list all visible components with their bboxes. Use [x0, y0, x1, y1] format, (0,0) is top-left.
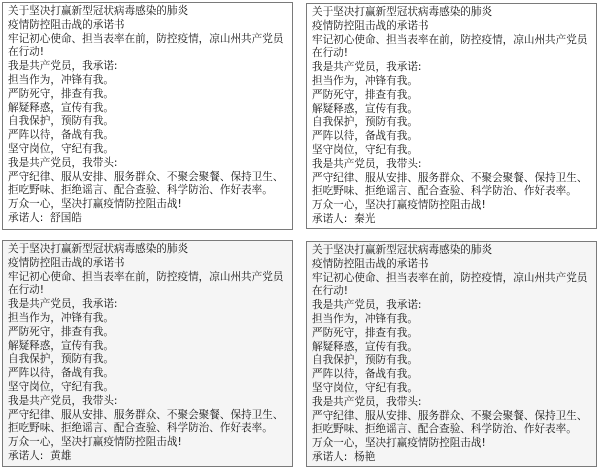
closing-text: 万众一心，坚决打赢疫情防控阻击战!	[312, 437, 486, 450]
pledge-item: 解疑释惑，宣传有我。	[8, 339, 114, 352]
intro-text: 牢记初心使命、担当表率在前，防控疫情，凉山州共产党员在行动!	[312, 33, 588, 60]
lead-text: 严守纪律、服从安排、服务群众、不聚会聚餐、保持卫生、拒吃野味、拒绝谣言、配合查验、科学防治、作好表率。	[8, 170, 284, 197]
pledge-item: 担当作为，冲锋有我。	[312, 312, 418, 325]
pledge-heading: 我是共产党员，我承诺:	[312, 299, 422, 312]
pledge-card-1	[2, 2, 293, 230]
pledge-item: 担当作为，冲锋有我。	[312, 74, 418, 87]
title-line-2: 疫情防控阻击战的承诺书	[312, 257, 429, 270]
signer-label: 承诺人:	[8, 211, 44, 224]
pledge-item: 解疑释惑，宣传有我。	[312, 340, 418, 353]
pledge-item: 严阵以待，备战有我。	[8, 129, 114, 142]
signer-name: 杨艳	[354, 450, 376, 463]
pledge-item: 自我保护，预防有我。	[8, 353, 114, 366]
pledge-item: 严防死守，排查有我。	[8, 87, 114, 100]
signer-line	[8, 212, 288, 226]
lead-heading: 我是共产党员，我带头:	[8, 156, 118, 169]
pledge-card-4	[306, 241, 597, 467]
closing-text: 万众一心，坚决打赢疫情防控阻击战!	[312, 199, 486, 212]
title-line-2: 疫情防控阻击战的承诺书	[312, 19, 429, 32]
title-line-1: 关于坚决打赢新型冠状病毒感染的肺炎	[312, 244, 493, 256]
signer-name: 舒国皓	[50, 211, 82, 224]
pledge-item: 坚守岗位，守纪有我。	[8, 142, 114, 155]
lead-heading: 我是共产党员，我带头:	[8, 394, 118, 407]
closing-text: 万众一心，坚决打赢疫情防控阻击战!	[8, 436, 182, 449]
signer-label: 承诺人:	[8, 449, 44, 462]
pledge-item: 解疑释惑，宣传有我。	[312, 102, 418, 115]
pledge-item: 严防死守，排查有我。	[312, 326, 418, 339]
pledge-item: 担当作为，冲锋有我。	[8, 311, 114, 324]
pledge-heading: 我是共产党员，我承诺:	[8, 60, 118, 73]
lead-heading: 我是共产党员，我带头:	[312, 395, 422, 408]
title-line-1: 关于坚决打赢新型冠状病毒感染的肺炎	[8, 5, 189, 17]
pledge-item: 严防死守，排查有我。	[312, 88, 418, 101]
signer-name: 秦光	[354, 212, 376, 225]
pledge-card-2	[306, 3, 597, 229]
pledge-item: 自我保护，预防有我。	[312, 116, 418, 129]
title-line-1: 关于坚决打赢新型冠状病毒感染的肺炎	[8, 243, 189, 255]
lead-text: 严守纪律、服从安排、服务群众、不聚会聚餐、保持卫生、拒吃野味、拒绝谣言、配合查验、科学防治、作好表率。	[8, 408, 284, 435]
title-line-2: 疫情防控阻击战的承诺书	[8, 18, 125, 31]
pledge-item: 严防死守，排查有我。	[8, 325, 114, 338]
closing-text: 万众一心，坚决打赢疫情防控阻击战!	[8, 198, 182, 211]
signer-label: 承诺人:	[312, 450, 348, 463]
signer-line	[312, 213, 592, 227]
pledge-item: 解疑释惑，宣传有我。	[8, 101, 114, 114]
signer-label: 承诺人:	[312, 212, 348, 225]
pledge-item: 严阵以待，备战有我。	[8, 367, 114, 380]
pledge-item: 严阵以待，备战有我。	[312, 130, 418, 143]
lead-heading: 我是共产党员，我带头:	[312, 157, 422, 170]
signer-line	[312, 451, 592, 465]
pledge-card-3	[2, 240, 293, 467]
lead-text: 严守纪律、服从安排、服务群众、不聚会聚餐、保持卫生、拒吃野味、拒绝谣言、配合查验、科学防治、作好表率。	[312, 171, 588, 198]
pledge-heading: 我是共产党员，我承诺:	[312, 61, 422, 74]
signer-line	[8, 450, 288, 464]
title-line-1: 关于坚决打赢新型冠状病毒感染的肺炎	[312, 6, 493, 18]
pledge-item: 自我保护，预防有我。	[312, 354, 418, 367]
pledge-item: 坚守岗位，守纪有我。	[8, 380, 114, 393]
intro-text: 牢记初心使命、担当表率在前，防控疫情，凉山州共产党员在行动!	[8, 270, 284, 297]
pledge-item: 坚守岗位，守纪有我。	[312, 143, 418, 156]
pledge-item: 坚守岗位，守纪有我。	[312, 381, 418, 394]
intro-text: 牢记初心使命、担当表率在前，防控疫情，凉山州共产党员在行动!	[8, 32, 284, 59]
signer-name: 黄雄	[50, 449, 72, 462]
intro-text: 牢记初心使命、担当表率在前，防控疫情，凉山州共产党员在行动!	[312, 271, 588, 298]
pledge-item: 自我保护，预防有我。	[8, 115, 114, 128]
pledge-item: 严阵以待，备战有我。	[312, 368, 418, 381]
pledge-heading: 我是共产党员，我承诺:	[8, 298, 118, 311]
pledge-item: 担当作为，冲锋有我。	[8, 73, 114, 86]
lead-text: 严守纪律、服从安排、服务群众、不聚会聚餐、保持卫生、拒吃野味、拒绝谣言、配合查验、科学防治、作好表率。	[312, 409, 588, 436]
title-line-2: 疫情防控阻击战的承诺书	[8, 256, 125, 269]
